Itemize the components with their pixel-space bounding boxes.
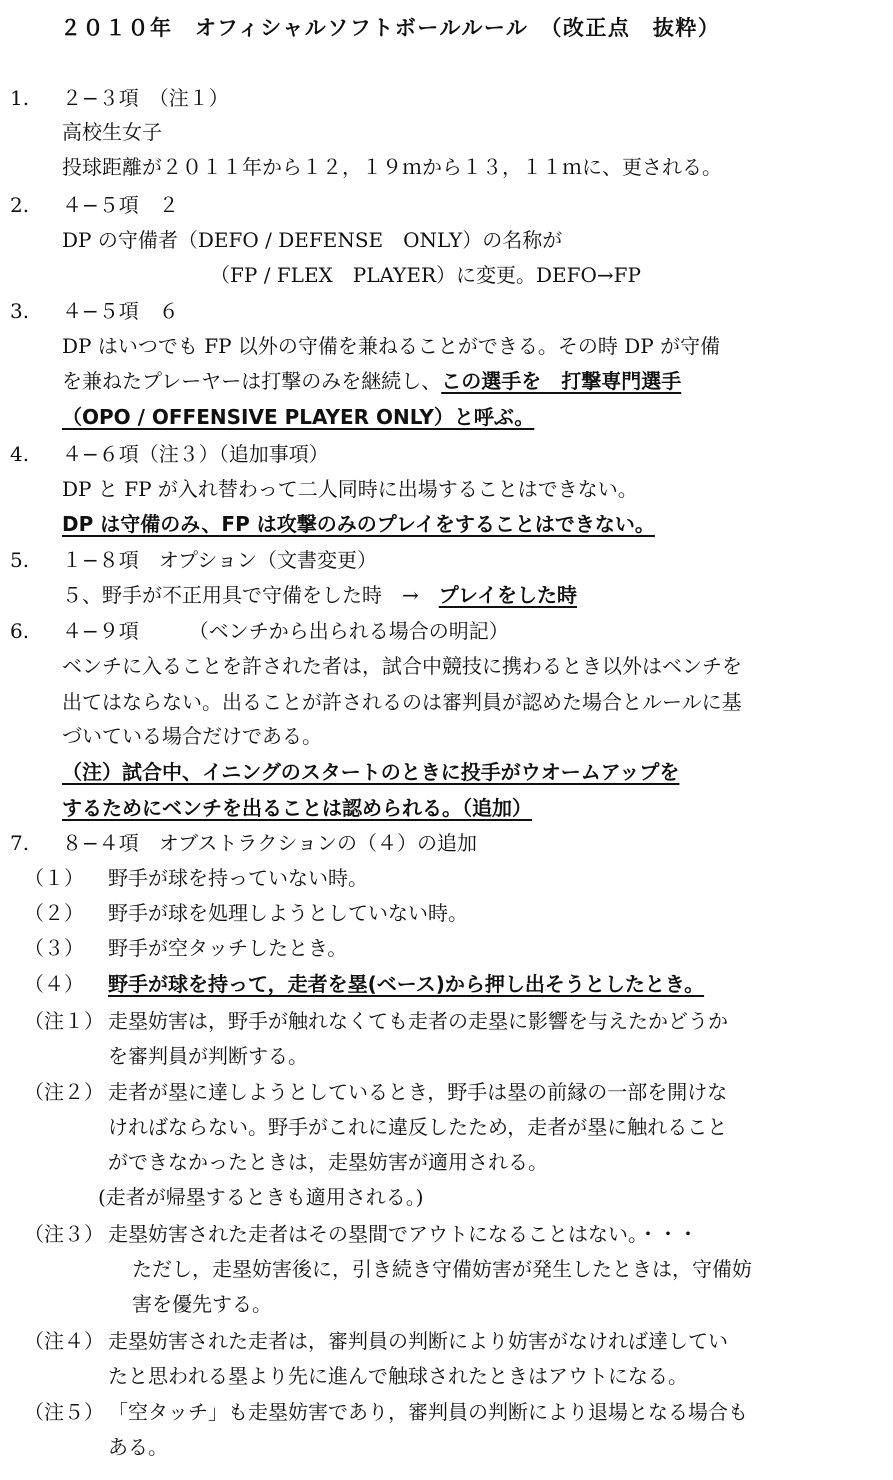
note-line: ければならない。野手がこれに違反したため，走者が塁に触れること [108,1115,728,1139]
note-line: 走者が塁に達しようとしているとき，野手は塁の前縁の一部を開けな [108,1080,728,1104]
item-6-bold-line: （注）試合中、イニングのスタートのときに投手がウオームアップを [62,760,680,784]
item-1-number: 1. [10,86,30,110]
case-label: （２） [24,901,84,925]
item-5-plain-text: ５、野手が不正用具で守備をした時 → [62,583,439,607]
note-label: （注１） [24,1009,104,1033]
note-line: 走塁妨害された走者はその塁間でアウトになることはない。・・・ [108,1222,698,1246]
item-3-plain-text: を兼ねたプレーヤーは打撃のみを継続し、 [62,369,442,393]
item-6-line: ベンチに入ることを許された者は，試合中競技に携わるとき以外はベンチを [62,654,742,678]
item-3-number: 3. [10,299,30,323]
note-label: （注４） [24,1329,104,1353]
item-4-bold-line: DP は守備のみ、FP は攻撃のみのプレイをすることはできない。 [62,512,655,536]
item-5-heading: １−８項 オプション（文書変更） [62,548,377,572]
item-2-heading: ４−５項 ２ [62,193,179,217]
item-3-line: DP はいつでも FP 以外の守備を兼ねることができる。その時 DP が守備 [62,334,721,358]
case-text: 野手が球を処理しようとしていない時。 [108,901,468,925]
item-6-line: づいている場合だけである。 [62,724,322,748]
note-line: ができなかったときは，走塁妨害が適用される。 [108,1150,548,1174]
item-6-number: 6. [10,619,30,643]
item-3-heading: ４−５項 ６ [62,299,179,323]
item-1-heading: ２−３項 （注１） [62,86,229,110]
case-text: 野手が空タッチしたとき。 [108,936,348,960]
note-line: ある。 [108,1435,168,1459]
note-line: 走塁妨害された走者は，審判員の判断により妨害がなければ達してい [108,1329,728,1353]
item-6-line: 出てはならない。出ることが許されるのは審判員が認めた場合とルールに基 [62,690,742,714]
case-text: 野手が球を持っていない時。 [108,866,368,890]
case-label: （４） [24,972,84,996]
note-line: ただし，走塁妨害後に，引き続き守備妨害が発生したときは，守備妨 [132,1257,752,1281]
item-1-line: 投球距離が２０１１年から１２，１９ｍから１３，１１ｍに、更される。 [62,155,722,179]
note-label: （注５） [24,1400,104,1424]
item-4-number: 4. [10,442,30,466]
item-2-number: 2. [10,193,30,217]
item-6-bold-line: するためにベンチを出ることは認められる。（追加） [62,796,532,820]
note-line: 走塁妨害は，野手が触れなくても走者の走塁に影響を与えたかどうか [108,1009,728,1033]
note-line: 害を優先する。 [132,1292,272,1316]
item-3-line [62,367,681,395]
case-label: （１） [24,866,84,890]
item-7-heading: ８−４項 オブストラクションの（４）の追加 [62,831,477,855]
note-label: （注３） [24,1222,104,1246]
note-extra-line: (走者が帰塁するときも適用される。) [98,1185,424,1209]
case-text-bold: 野手が球を持って，走者を塁(ベース)から押し出そうとしたとき。 [108,972,705,996]
document-title: ２０１０年 オフィシャルソフトボールルール （改正点 抜粋） [60,16,721,40]
case-label: （３） [24,936,84,960]
note-line: 「空タッチ」も走塁妨害であり，審判員の判断により退場となる場合も [108,1400,748,1424]
item-3-bold-text: この選手を 打撃専門選手 [441,369,682,393]
note-line: を審判員が判断する。 [108,1044,308,1068]
item-5-bold-text: プレイをした時 [438,583,577,607]
item-3-bold-line: （OPO / OFFENSIVE PLAYER ONLY）と呼ぶ。 [62,405,535,429]
item-2-line: DP の守備者（DEFO / DEFENSE ONLY）の名称が [62,228,563,252]
item-5-number: 5. [10,548,30,572]
item-2-line: （FP / FLEX PLAYER）に変更。DEFO→FP [210,263,642,287]
item-5-line [62,581,577,609]
item-4-line: DP と FP が入れ替わって二人同時に出場することはできない。 [62,477,638,501]
note-label: （注２） [24,1080,104,1104]
item-4-heading: ４−６項（注３）（追加事項） [62,442,329,466]
item-1-line: 高校生女子 [62,120,162,144]
note-line: たと思われる塁より先に進んで触球されたときはアウトになる。 [108,1364,688,1388]
item-7-number: 7. [10,831,30,855]
item-6-heading: ４−９項 （ベンチから出られる場合の明記） [62,619,509,643]
